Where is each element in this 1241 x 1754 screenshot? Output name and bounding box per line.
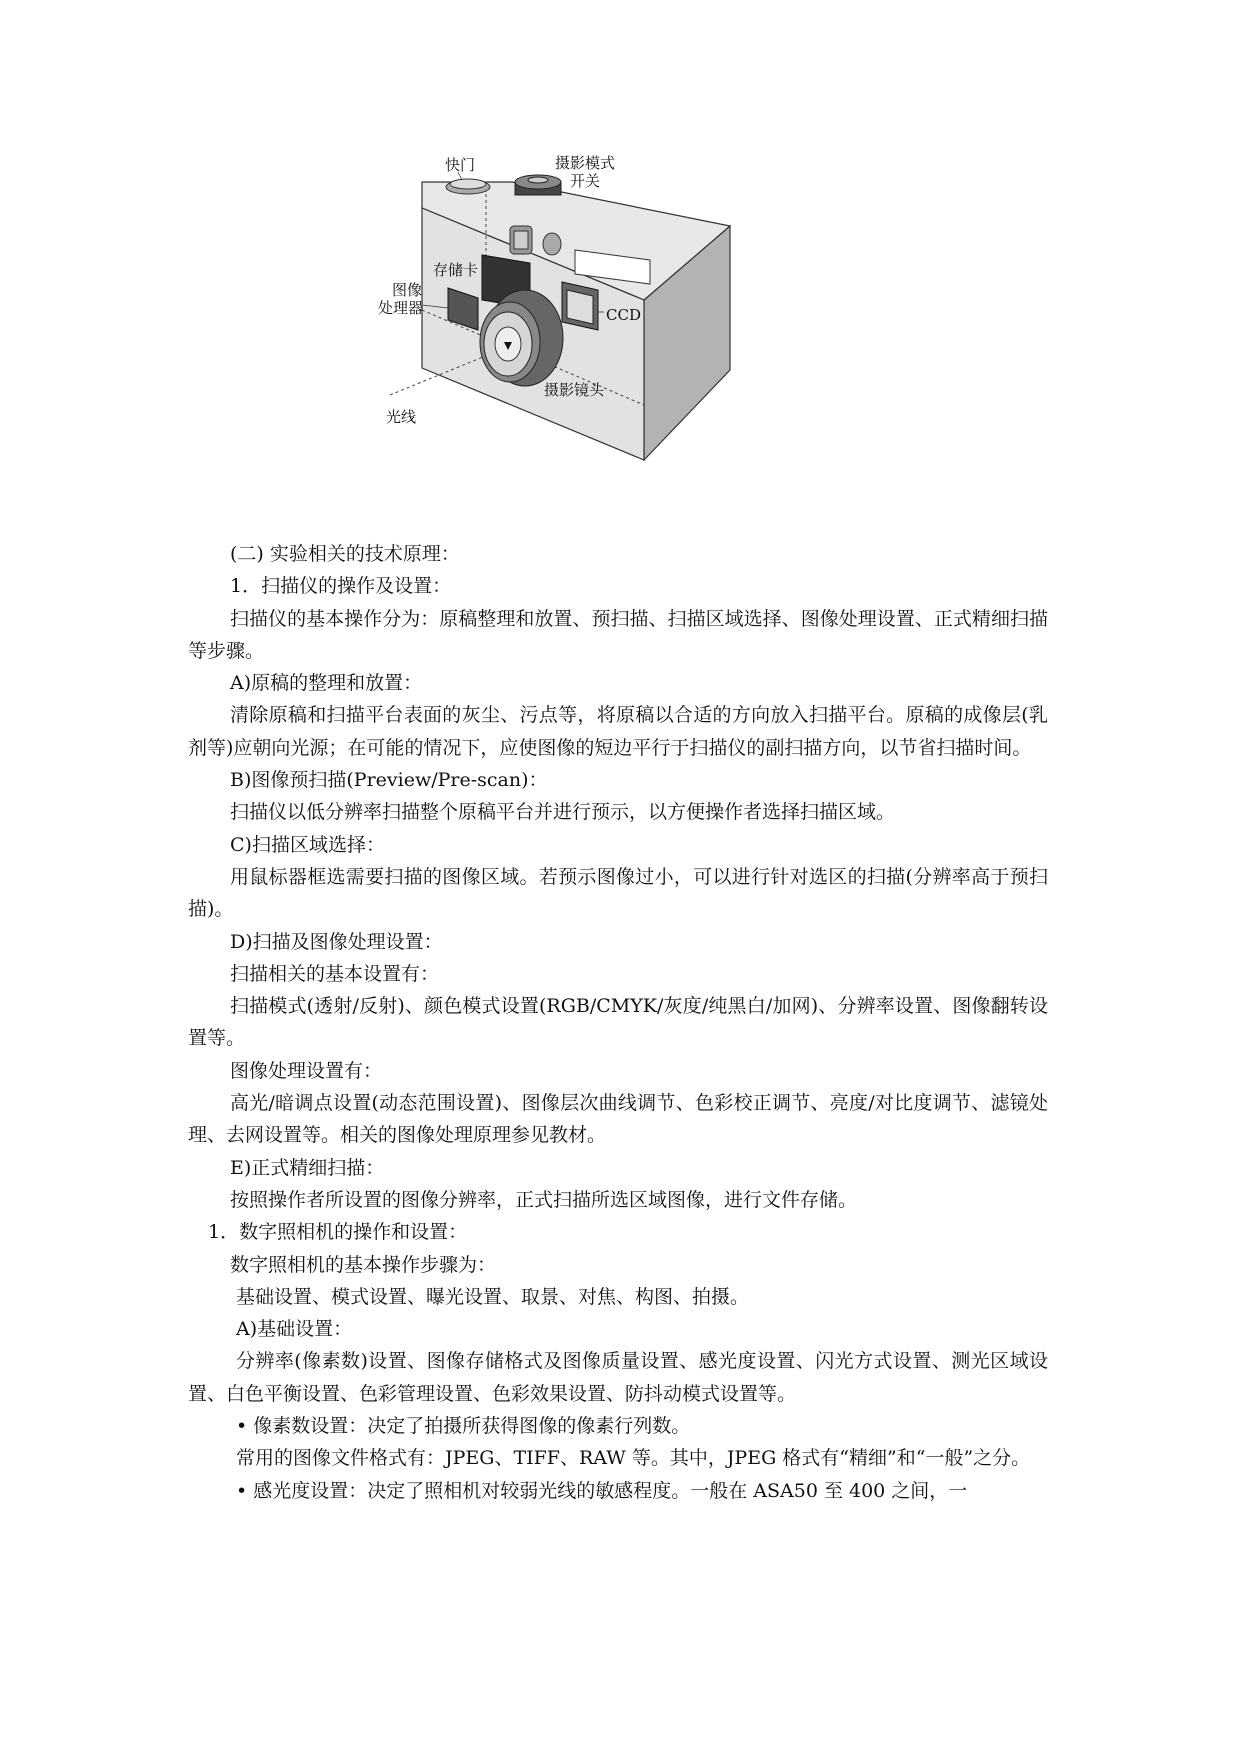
label-ccd: CCD	[606, 306, 641, 324]
paragraph: 数字照相机的基本操作步骤为：	[230, 1253, 497, 1276]
label-memory-card: 存储卡	[433, 261, 479, 279]
step-heading: A)原稿的整理和放置：	[230, 672, 423, 695]
paragraph: 图像处理设置有：	[230, 1059, 383, 1082]
paragraph: 扫描仪以低分辨率扫描整个原稿平台并进行预示，以方便操作者选择扫描区域。	[230, 801, 896, 824]
step-heading: B)图像预扫描(Preview/Pre-scan)：	[230, 769, 548, 792]
paragraph: 用鼠标器框选需要扫描的图像区域。若预示图像过小，可以进行针对选区的扫描(分辨率高于预扫描)。	[188, 865, 1048, 921]
label-mode-switch-1: 摄影模式	[555, 154, 616, 172]
camera-diagram-svg	[378, 154, 840, 520]
subsection-scanner: 1．扫描仪的操作及设置：	[230, 575, 452, 598]
paragraph: 扫描模式(透射/反射)、颜色模式设置(RGB/CMYK/灰度/纯黑白/加网)、分辨率设置、图像翻转设置等。	[188, 995, 1048, 1050]
label-shutter: 快门	[445, 156, 476, 174]
paragraph: 基础设置、模式设置、曝光设置、取景、对焦、构图、拍摄。	[236, 1285, 750, 1308]
step-heading: A)基础设置：	[236, 1318, 353, 1341]
step-heading: E)正式精细扫描：	[230, 1156, 385, 1179]
label-lens: 摄影镜头	[544, 381, 605, 399]
paragraph: 高光/暗调点设置(动态范围设置)、图像层次曲线调节、色彩校正调节、亮度/对比度调节、滤镜处理、去网设置等。相关的图像处理原理参见教材。	[188, 1092, 1048, 1147]
bullet-item: • 感光度设置：决定了照相机对较弱光线的敏感程度。一般在 ASA50 至 400 之间，一	[236, 1479, 968, 1502]
label-light: 光线	[386, 408, 417, 426]
paragraph: 按照操作者所设置的图像分辨率，正式扫描所选区域图像，进行文件存储。	[230, 1188, 858, 1211]
label-mode-switch-2: 开关	[570, 172, 601, 190]
label-processor-1: 图像	[392, 281, 423, 299]
paragraph: 扫描相关的基本设置有：	[230, 962, 440, 985]
paragraph: 常用的图像文件格式有：JPEG、TIFF、RAW 等。其中，JPEG 格式有“精细”和“一般”之分。	[236, 1447, 1031, 1470]
step-heading: D)扫描及图像处理设置：	[230, 930, 443, 953]
bullet-item: • 像素数设置：决定了拍摄所获得图像的像素行列数。	[236, 1415, 691, 1438]
paragraph: 分辨率(像素数)设置、图像存储格式及图像质量设置、感光度设置、闪光方式设置、测光区域设置、白色平衡设置、色彩管理设置、色彩效果设置、防抖动模式设置等。	[188, 1350, 1048, 1405]
paragraph: 扫描仪的基本操作分为：原稿整理和放置、预扫描、扫描区域选择、图像处理设置、正式精细扫描等步骤。	[188, 607, 1048, 662]
camera-diagram	[378, 154, 840, 520]
step-heading: C)扫描区域选择：	[230, 833, 385, 856]
section-heading: (二) 实验相关的技术原理：	[230, 543, 460, 565]
flash-sensor	[543, 233, 561, 255]
paragraph: 清除原稿和扫描平台表面的灰尘、污点等，将原稿以合适的方向放入扫描平台。原稿的成像层(乳剂等)应朝向光源；在可能的情况下，应使图像的短边平行于扫描仪的副扫描方向，以节省扫描时间。	[188, 704, 1048, 759]
document-body	[188, 538, 1048, 1507]
label-processor-2: 处理器	[378, 299, 424, 317]
subsection-camera: 1．数字照相机的操作和设置：	[208, 1221, 468, 1244]
